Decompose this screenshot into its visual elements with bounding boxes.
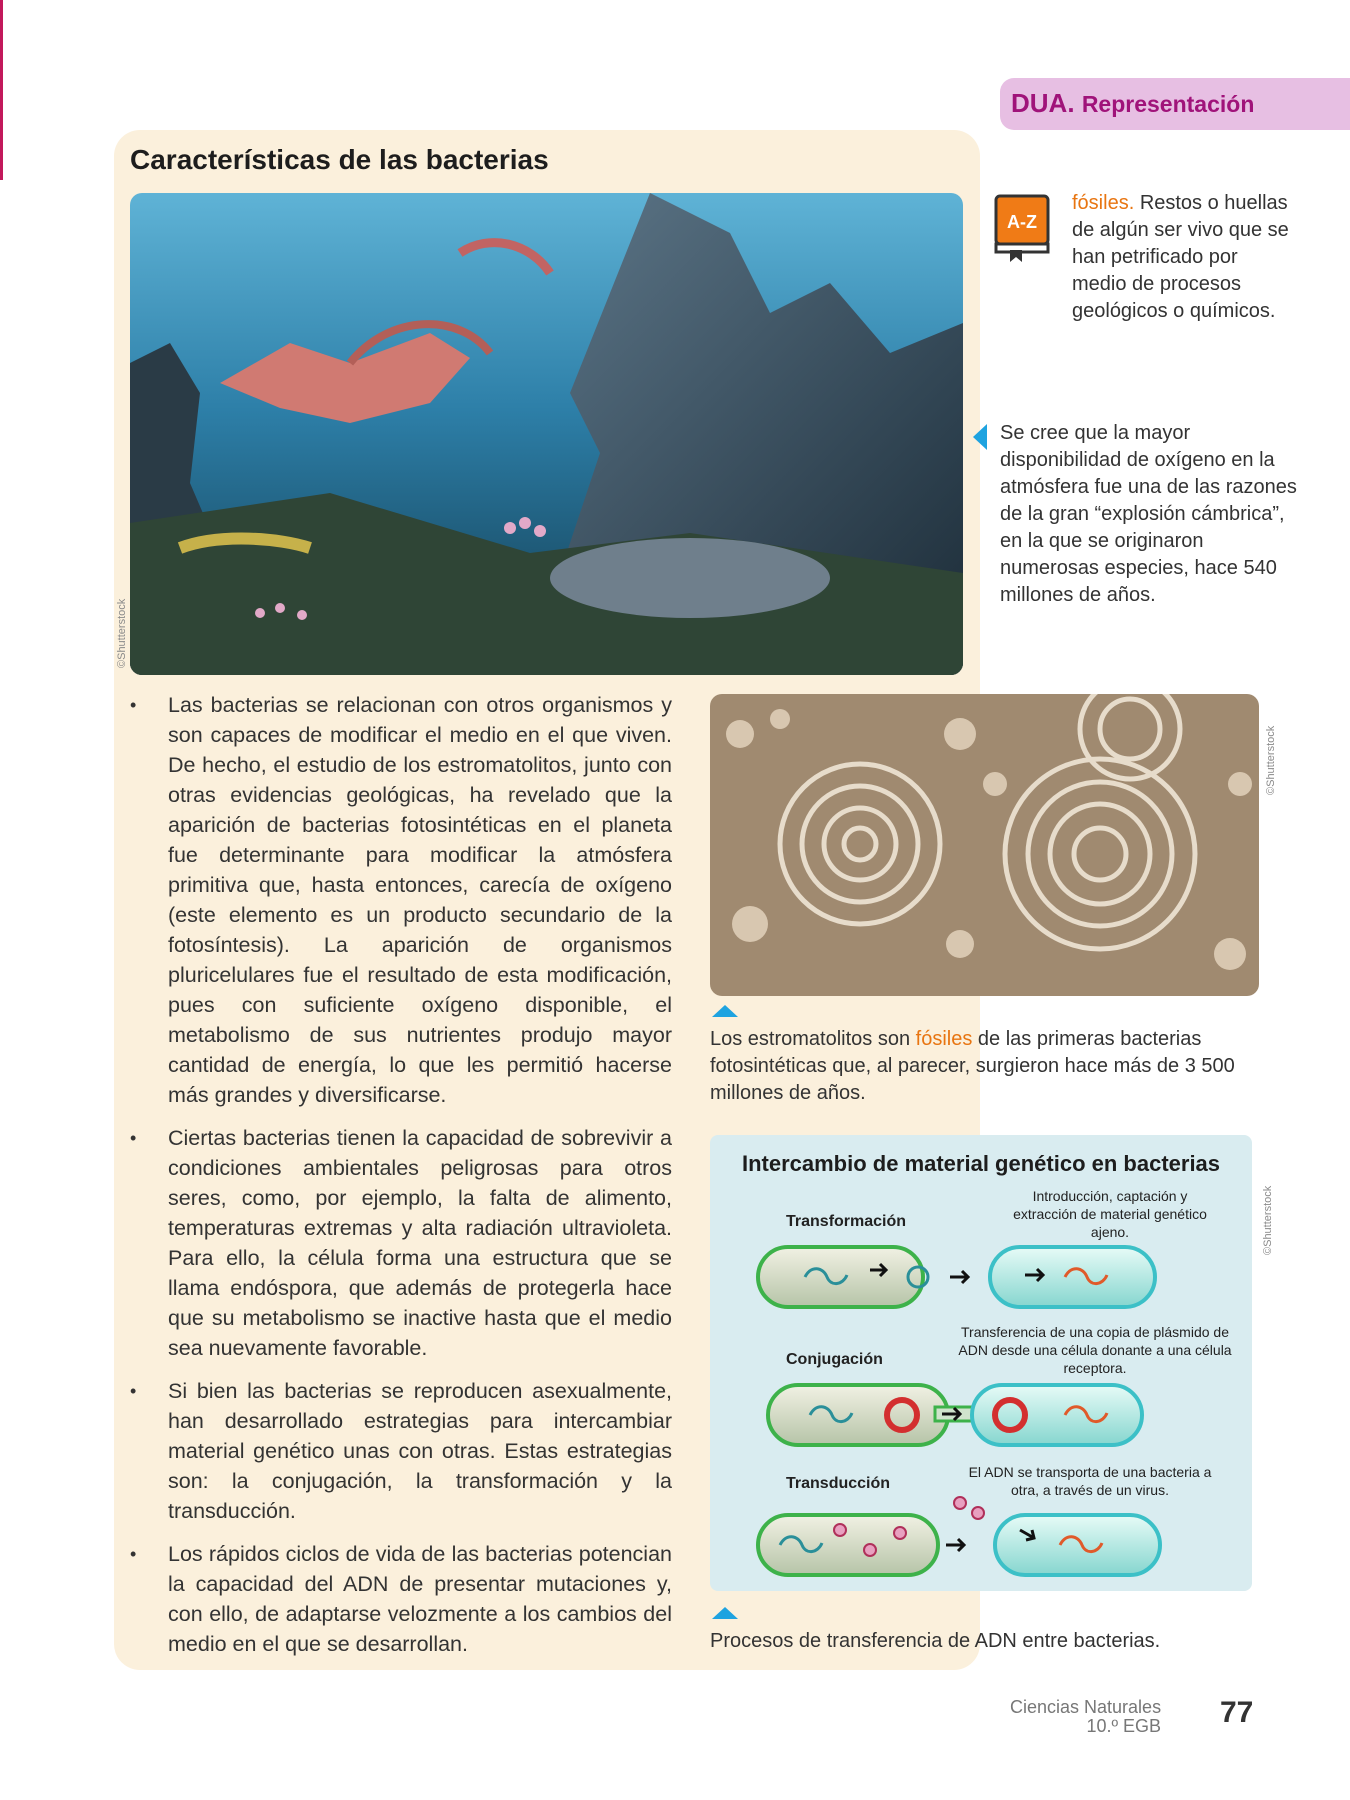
diagram-title: Intercambio de material genético en bacterias — [741, 1151, 1221, 1176]
stromatolites-caption — [710, 1026, 1250, 1107]
gene-exchange-diagram — [710, 1135, 1252, 1591]
conjugation-label: Conjugación — [786, 1351, 883, 1368]
dua-heading: DUA. Representación — [1011, 88, 1255, 118]
photo2-credit: ©Shutterstock — [1265, 725, 1277, 795]
transformation-label: Transformación — [786, 1213, 907, 1230]
transduction-note: El ADN se transporta de una bacteria a otra, a través de un virus. — [968, 1464, 1212, 1498]
dictionary-icon — [992, 192, 1052, 262]
callout-pointer — [973, 424, 987, 450]
diagram-illustration — [710, 1135, 1252, 1591]
stromatolites-photo — [710, 694, 1259, 996]
dictionary-icon-text: A-Z — [1007, 212, 1037, 232]
transduction-label: Transducción — [786, 1475, 891, 1492]
conjugation-cells — [768, 1385, 1142, 1445]
page-number: 77 — [1220, 1696, 1254, 1729]
bullet-item: • Las bacterias se relacionan con otros organismos y son capaces de modificar el medio en el que viven. De hecho, el estudio de los estromatolitos, junto con otras evidencias geológicas, ha revelado que la aparición de bacterias fotosintéticas en el planeta fue determinante para modificar la atmósfera primitiva que, hasta entonces, carecía de oxígeno (este elemento es un producto secundario de la fotosíntesis). La aparición de organismos pluricelulares fue el resultado de esta modificación, pues con suficiente oxígeno disponible, el metabolismo de sus nutrientes produjo mayor cantidad de energía, lo que les permitió hacerse más grandes y diversificarse. — [130, 690, 672, 1110]
caption-text-after: de las primeras bacterias fotosintéticas que, al parecer, surgieron hace más de 3 500 millones de años. — [710, 1028, 1235, 1104]
callout-text: Se cree que la mayor disponibilidad de oxígeno en la atmósfera fue una de las razones de la gran “explosión cámbrica”, en la que se originaron numerosas especies, hace 540 millones de años. — [1000, 422, 1297, 606]
transduction-cells — [758, 1497, 1160, 1575]
glossary-definition: Restos o huellas de algún ser vivo que se han petrificado por medio de procesos geológicos o químicos. — [1072, 192, 1289, 322]
diagram-caption-pointer — [712, 1607, 738, 1619]
bullet-item: • Ciertas bacterias tienen la capacidad de sobrevivir a condiciones ambientales peligrosas para otros seres, como, por ejemplo, la falta de alimento, temperaturas extremas y alta radiación ultravioleta. Para ello, la célula forma una estructura que se llama endóspora, que además de protegerla hace que su metabolismo se inactive hasta que el medio sea nuevamente favorable. — [130, 1123, 672, 1363]
cambrian-scene-photo — [130, 193, 963, 675]
conjugation-note: Transferencia de una copia de plásmido de ADN desde una célula donante a una célula receptora. — [958, 1324, 1232, 1376]
page-edge-bar — [0, 0, 3, 180]
caption-term: fósiles — [915, 1028, 973, 1050]
glossary-definition-block — [1072, 190, 1292, 325]
photo1-credit: ©Shutterstock — [116, 598, 128, 668]
glossary-term: fósiles. — [1072, 192, 1135, 214]
section-title: Características de las bacterias — [130, 144, 549, 175]
bullet-item: • Si bien las bacterias se reproducen asexualmente, han desarrollado estrategias para intercambiar material genético unas con otras. Estas estrategias son: la conjugación, la transformación y la transducción. — [130, 1376, 672, 1526]
dua-label: DUA — [1011, 88, 1068, 118]
dua-sub-label: Representación — [1081, 91, 1255, 117]
glossary-box — [992, 190, 1292, 325]
footer-grade: 10.º EGB — [1086, 1716, 1162, 1736]
footer-subject-name: Ciencias Naturales — [1010, 1697, 1162, 1717]
dua-tab — [1000, 78, 1350, 130]
bullet-list — [130, 690, 672, 1672]
bullet-item: • Los rápidos ciclos de vida de las bacterias potencian la capacidad del ADN de presentar mutaciones y, con ello, de adaptarse velozmente a los cambios del medio en el que se desarrollan. — [130, 1539, 672, 1659]
caption-text-before: Los estromatolitos son — [710, 1028, 916, 1050]
diagram-caption: Procesos de transferencia de ADN entre bacterias. — [710, 1630, 1161, 1652]
transformation-cells — [758, 1247, 1155, 1307]
diagram-credit: ©Shutterstock — [1262, 1185, 1274, 1255]
transformation-note: Introducción, captación y extracción de material genético ajeno. — [1013, 1188, 1207, 1240]
caption-pointer — [712, 1005, 738, 1017]
footer-subject — [1010, 1698, 1161, 1736]
